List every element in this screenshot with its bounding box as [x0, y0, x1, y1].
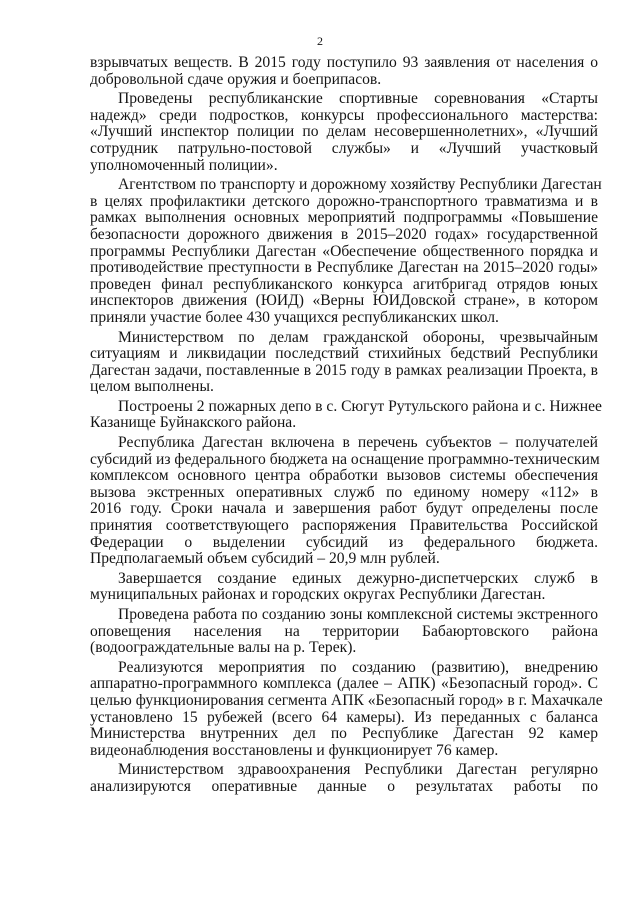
paragraph-line: Казанище Буйнакского района. — [90, 414, 297, 432]
paragraph-line: анализируются оперативные данные о результатах работы по — [90, 777, 598, 795]
paragraph — [90, 607, 598, 657]
paragraph-line: субсидий из федерального бюджета на оснащение программно-техническим — [90, 450, 600, 468]
paragraph-line: взрывчатых веществ. В 2015 году поступило 93 заявления от населения о — [90, 54, 598, 71]
paragraph — [90, 658, 603, 760]
paragraph — [90, 571, 598, 604]
paragraph — [90, 91, 598, 174]
paragraph-line: противодействие преступности в Республике Дагестан на 2015–2020 годы» — [90, 259, 598, 277]
paragraph-line: инспекторов движения (ЮИД) «Верны ЮИДовской стране», в котором — [90, 292, 598, 310]
paragraph-line: Проведена работа по созданию зоны комплексной системы экстренного — [118, 606, 598, 623]
paragraph-line: Министерством здравоохранения Республики Дагестан регулярно — [118, 761, 598, 779]
paragraph-line: Построены 2 пожарных депо в с. Сюгут Рутульского района и с. Нижнее — [118, 397, 602, 415]
paragraph-line: (водоограждательные валы на р. Терек). — [90, 639, 357, 657]
paragraph-line: сотрудник патрульно-постовой службы» и «Лучший участковый — [90, 139, 598, 157]
page-number: 2 — [317, 34, 323, 48]
paragraph-line: видеонаблюдения восстановлены и функционирует 76 камер. — [90, 741, 499, 759]
paragraph-line: Агентством по транспорту и дорожному хозяйству Республики Дагестан — [118, 176, 602, 194]
paragraph-line: рамках выполнения основных мероприятий подпрограммы «Повышение — [90, 209, 598, 227]
paragraph-line: Федерации о выделении субсидий из федерального бюджета. — [90, 533, 598, 551]
paragraph-line: проведен финал республиканского конкурса агитбригад отрядов юных — [90, 275, 598, 293]
paragraph-line: комплексом основного центра обработки вызовов системы обеспечения — [90, 467, 598, 485]
paragraph-line: целом выполнены. — [90, 378, 214, 396]
paragraph-line: программы Республики Дагестан «Обеспечение общественного порядка и — [90, 242, 598, 260]
paragraph-line: принятия соответствующего распоряжения Правительства Российской — [90, 517, 598, 535]
paragraph-line: Предполагаемый объем субсидий – 20,9 млн рублей. — [90, 550, 440, 568]
paragraph-line: аппаратно-программного комплекса (далее – АПК) «Безопасный город». С — [90, 675, 598, 693]
paragraph-line: добровольной сдаче оружия и боеприпасов. — [90, 70, 382, 88]
paragraph — [90, 762, 598, 795]
paragraph-line: установлено 15 рубежей (всего 64 камеры). Из переданных с баланса — [90, 708, 598, 726]
paragraph-line: безопасности дорожного движения в 2015–2020 годах» государственной — [90, 225, 598, 243]
paragraph — [90, 435, 598, 568]
paragraph — [90, 397, 602, 432]
paragraph-line: Реализуются мероприятия по созданию (развитию), внедрению — [118, 658, 598, 676]
paragraph-line: Республика Дагестан включена в перечень субъектов – получателей — [118, 434, 598, 452]
document-body — [90, 54, 603, 799]
paragraph-line: «Лучший инспектор полиции по делам несовершеннолетних», «Лучший — [90, 123, 598, 141]
paragraph-line: Завершается создание единых дежурно-диспетчерских служб в — [118, 569, 598, 587]
paragraph — [90, 330, 598, 396]
paragraph-line: уполномоченный полиции». — [90, 156, 278, 174]
paragraph-line: муниципальных районах и городских округах Республики Дагестан. — [90, 586, 546, 604]
paragraph-line: оповещения населения на территории Бабаюртовского района — [90, 622, 598, 640]
paragraph-line: Дагестан задачи, поставленные в 2015 году в рамках реализации Проекта, в — [90, 361, 598, 379]
paragraph — [90, 176, 602, 326]
paragraph — [90, 55, 598, 88]
paragraph-line: надежд» среди подростков, конкурсы профессионального мастерства: — [90, 106, 598, 124]
paragraph-line: 2016 году. Сроки начала и завершения работ будут определены после — [90, 500, 598, 518]
paragraph-line: ситуациям и ликвидации последствий стихийных бедствий Республики — [90, 345, 598, 363]
paragraph-line: Проведены республиканские спортивные соревнования «Старты — [118, 90, 598, 108]
paragraph-line: целью функционирования сегмента АПК «Безопасный город» в г. Махачкале — [90, 691, 603, 709]
paragraph-line: вызова экстренных оперативных служб по единому номеру «112» в — [90, 483, 598, 501]
paragraph-line: Министерством по делам гражданской обороны, чрезвычайным — [118, 328, 598, 346]
paragraph-line: Министерства внутренних дел по Республике Дагестан 92 камер — [90, 725, 598, 743]
paragraph-line: в целях профилактики детского дорожно-транспортного травматизма и в — [90, 192, 598, 210]
paragraph-line: приняли участие более 430 учащихся республиканских школ. — [90, 308, 499, 326]
